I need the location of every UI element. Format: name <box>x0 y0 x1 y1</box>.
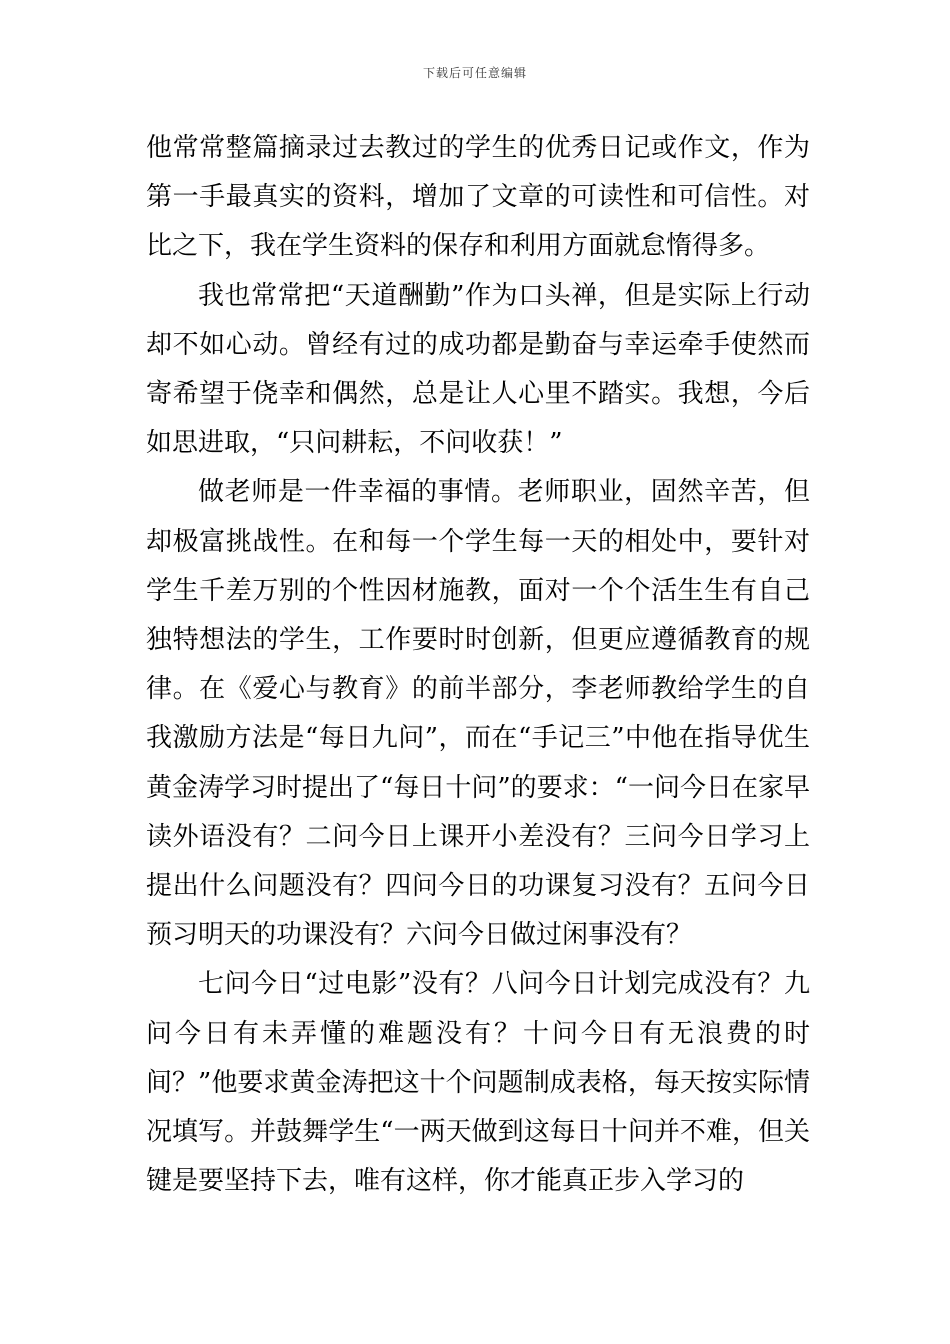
paragraph-4: 七问今日“过电影”没有？八问今日计划完成没有？九问今日有未弄懂的难题没有？十问今日有无浪费的时间？”他要求黄金涛把这十个问题制成表格，每天按实际情况填写。并鼓舞学生“一两天做到这每日十问并不难，但关键是要坚持下去，唯有这样，你才能真正步入学习的 <box>146 969 810 1197</box>
page-header: 下载后可任意编辑 <box>422 66 527 80</box>
paragraph-3: 做老师是一件幸福的事情。老师职业，固然辛苦，但却极富挑战性。在和每一个学生每一天的相处中，要针对学生千差万别的个性因材施教，面对一个个活生生有自己独特想法的学生，工作要时时创新，但更应遵循教育的规律。在《爱心与教育》的前半部分，李老师教给学生的自我激励方法是“每日九问”，而在“手记三”中他在指导优生黄金涛学习时提出了“每日十问”的要求：“一问今日在家早读外语没有？二问今日上课开小差没有？三问今日学习上提出什么问题没有？四问今日的功课复习没有？五问今日预习明天的功课没有？六问今日做过闲事没有？ <box>146 477 810 951</box>
body-text <box>146 124 810 1206</box>
paragraph-2: 我也常常把“天道酬勤”作为口头禅，但是实际上行动却不如心动。曾经有过的成功都是勤奋与幸运牵手使然而寄希望于侥幸和偶然，总是让人心里不踏实。我想，今后如思进取，“只问耕耘，不问收获！” <box>146 280 810 459</box>
paragraph-1: 他常常整篇摘录过去教过的学生的优秀日记或作文，作为第一手最真实的资料，增加了文章的可读性和可信性。对比之下，我在学生资料的保存和利用方面就怠惰得多。 <box>146 133 810 262</box>
